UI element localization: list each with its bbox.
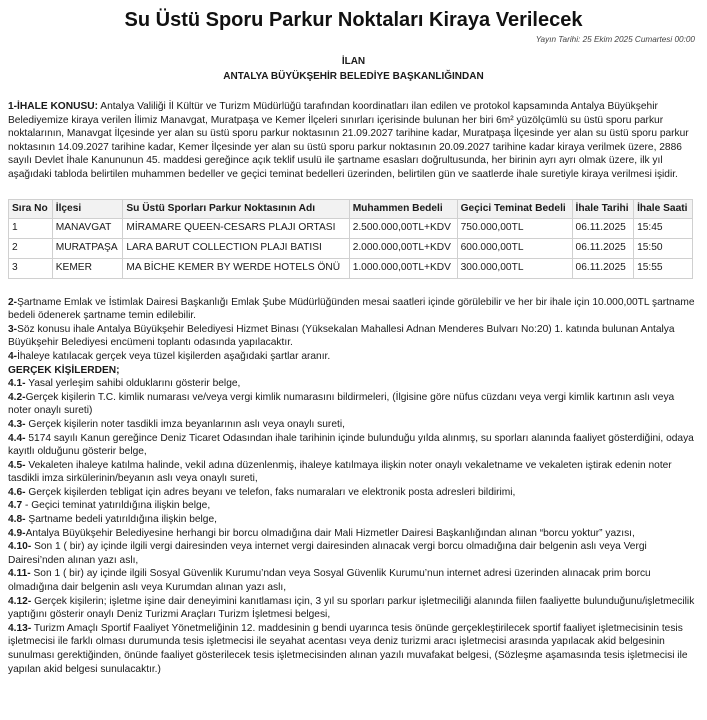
table-cell: MA BİCHE KEMER BY WERDE HOTELS ÖNÜ [123,258,349,278]
item-label: 4.7 [8,500,23,512]
paragraph-text: Şartname Emlak ve İstimlak Dairesi Başkanlığı Emlak Şube Müdürlüğünden mesai saatleri içinde görülebilir ve her bir ihale için 10.000,00TL şartname bedeli ödenerek şartname temin edilebilir. [8,296,695,322]
item-text: Gerçek kişilerin; işletme işine dair deneyimini kanıtlaması için, 3 yıl su sporları parkur işletmeciliği alanında fiilen faaliyette bulunduğunu/işletmecilik yaptığını gösterir onaylı Deniz Turizmi Araçları Turizm İşletmesi belgesi, [8,595,695,621]
item-label: 4.1- [8,378,26,390]
conditions-section [8,296,699,677]
table-cell: MURATPAŞA [52,238,123,258]
table-cell: 1 [9,218,53,238]
list-item [8,540,699,567]
item-label: 4.3- [8,418,26,430]
table-cell: 2.000.000,00TL+KDV [349,238,457,258]
item-text: Şartname bedeli yatırıldığına ilişkin belge, [25,514,217,526]
paragraph-label: 2- [8,296,18,308]
paragraph-text: Söz konusu ihale Antalya Büyükşehir Belediyesi Hizmet Binası (Yüksekalan Mahallesi Adnan Menderes Bulvarı No:20) 1. katında bulunan Antalya Büyükşehir Belediyesi encümeni toplantı odasında yapılacaktır. [8,323,675,349]
column-header: Geçici Teminat Bedeli [457,199,572,218]
table-header-row [9,199,693,218]
table-cell: 06.11.2025 [572,238,634,258]
list-item [8,622,699,676]
item-text: Antalya Büyükşehir Belediyesine herhangi bir borcu olmadığına dair Mali Hizmetler Dairesi Başkanlığından alınan “borcu yoktur” yazısı, [25,527,635,539]
item-label: 4.12- [8,595,32,607]
paragraph-ihale-yeri [8,323,699,350]
paragraph-ihale-konusu [8,100,699,182]
item-label: 4.8- [8,514,26,526]
list-item [8,391,699,418]
item-text: Gerçek kişilerden tebligat için adres beyanı ve telefon, faks numaraları ve elektronik posta adresleri bildirimi, [25,486,516,498]
paragraph-sartname [8,296,699,323]
item-label: 4.11- [8,568,31,580]
table-row [9,258,693,278]
paragraph-text: Antalya Valiliği İl Kültür ve Turizm Müdürlüğü tarafından koordinatları ilan edilen ve protokol kapsamında Antalya Büyükşehir Belediyemize kiraya verilen İlimiz Manavgat, Muratpaşa ve Kemer İlçeleri sınırları içerisinde bulunan her biri 6m² yüzölçümlü su üstü sporu parkur noktalarının, Manavgat İlçesinde yer alan su üstü sporu parkur noktasının 21.09.2027 tarihine kadar, Muratpaşa İlçesinde yer alan su üstü sporu parkur noktasının 14.09.2027 tarihine kadar, Kemer İlçesinde yer alan su üstü sporu parkur noktasının 20.09.2027 tarihine kadar kiraya verilmek üzere, 2886 sayılı Devlet İhale Kanununun 45. maddesi gereğince açık teklif usulü ile şartname esasları doğrultusunda, her birinin ayrı ayrı olmak üzere, ilk yıl aşağıdaki tabloda belirtilen muhammen bedeller ve geçici teminat bedelleri üzerinden, belirtilen gün ve saatlerde ihale suretiyle kiraya verilmesi işidir. [8,101,689,180]
paragraph-label: 4- [8,350,18,362]
table-cell: MANAVGAT [52,218,123,238]
item-text: Gerçek kişilerin T.C. kimlik numarası ve/veya vergi kimlik numarasını bildirmeleri, (İlgisine göre nüfus cüzdanı veya vergi kimlik kartının aslı veya noter onaylı sureti) [8,391,675,417]
list-item [8,595,699,622]
authority-heading: ANTALYA BÜYÜKŞEHİR BELEDİYE BAŞKANLIĞINDAN [223,71,484,82]
column-header: İhale Tarihi [572,199,634,218]
list-item [8,377,699,391]
table-cell: MİRAMARE QUEEN-CESARS PLAJI ORTASI [123,218,349,238]
table-cell: 2.500.000,00TL+KDV [349,218,457,238]
table-cell: 300.000,00TL [457,258,572,278]
list-item [8,499,699,513]
item-label: 4.2- [8,391,26,403]
table-cell: 06.11.2025 [572,218,634,238]
table-cell: 600.000,00TL [457,238,572,258]
item-label: 4.5- [8,459,26,471]
table-cell: 3 [9,258,53,278]
item-text: Son 1 ( bir) ay içinde ilgili Sosyal Güvenlik Kurumu’ndan veya Sosyal Güvenlik Kurumu’nun internet adresi üzerinden alınacak prim borcu olmadığına dair belgenin aslı veya Kurumdan alınan yazı aslı, [8,568,651,594]
list-item [8,486,699,500]
item-text: - Geçici teminat yatırıldığına ilişkin belge, [22,500,211,512]
item-text: Yasal yerleşim sahibi olduklarını gösterir belge, [25,378,241,390]
column-header: İhale Saati [634,199,693,218]
column-header: Sıra No [9,199,53,218]
list-item [8,527,699,541]
list-item [8,567,699,594]
table-cell: 06.11.2025 [572,258,634,278]
list-item [8,418,699,432]
table-cell: 1.000.000,00TL+KDV [349,258,457,278]
table-cell: 15:55 [634,258,693,278]
table-cell: LARA BARUT COLLECTION PLAJI BATISI [123,238,349,258]
item-text: Vekaleten ihaleye katılma halinde, vekil adına düzenlenmiş, ihaleye katılmaya ilişkin noter onaylı vekaletname ve vekaleten iştirak edenin noter tasdikli imza sirkülerinin/beyanın aslı veya onaylı sureti, [8,459,672,485]
table-cell: 750.000,00TL [457,218,572,238]
item-text: Gerçek kişilerin noter tasdikli imza beyanlarının aslı veya onaylı sureti, [25,418,345,430]
table-cell: KEMER [52,258,123,278]
paragraph-label: 3- [8,323,18,335]
column-header: Muhammen Bedeli [349,199,457,218]
item-text: Turizm Amaçlı Sportif Faaliyet Yönetmeliğinin 12. maddesinin g bendi uyarınca tesis önünde gerçekleştirilecek sportif faaliyet işletmecisinin tesis işletmecisi ile farklı olması durumunda tesis işletmecisi ile seyahat acentası veya deniz turizmi aracı işletmecisi arasında yapılacak akid belgesinin sunulması gerektiğinden, önünde faaliyet gösterilecek tesis işletmecisinden alınan yazılı muvafakat belgesi, (Sözleşme aşamasında tesis işletmecisi ile yapılan akid belgesi sunulacaktır.) [8,622,688,675]
paragraph-text: İhaleye katılacak gerçek veya tüzel kişilerden aşağıdaki şartlar aranır. [17,350,331,362]
table-row [9,218,693,238]
ilan-heading: İLAN [341,56,366,67]
paragraph-sartlar [8,350,699,364]
item-label: 4.4- [8,432,26,444]
item-label: 4.6- [8,486,26,498]
list-item [8,513,699,527]
publish-date: Yayın Tarihi: 25 Ekim 2025 Cumartesi 00:00 [535,35,695,44]
tender-table [8,199,693,279]
list-item [8,459,699,486]
item-text: Son 1 ( bir) ay içinde ilgili vergi dairesinden veya internet vergi dairesinden alınacak vergi borcu olmadığına dair belgenin aslı veya Vergi Dairesi’nden alınan yazı aslı, [8,541,647,566]
item-label: 4.10- [8,541,32,553]
column-header: Su Üstü Sporları Parkur Noktasının Adı [123,199,349,218]
page-title: Su Üstü Sporu Parkur Noktaları Kiraya Verilecek [124,9,583,31]
table-cell: 15:45 [634,218,693,238]
table-cell: 15:50 [634,238,693,258]
list-item [8,432,699,459]
column-header: İlçesi [52,199,123,218]
item-label: 4.13- [8,622,32,634]
paragraph-label: 1-İHALE KONUSU: [8,101,98,112]
item-label: 4.9- [8,527,26,539]
table-cell: 2 [9,238,53,258]
item-text: 5174 sayılı Kanun gereğince Deniz Ticaret Odasından ihale tarihinin içinde bulunduğu yılda alınmış, su sporları alanında faaliyet gösterdiğini, odaya kayıtlı olduğunu gösterir belge, [8,432,694,458]
table-row [9,238,693,258]
gercek-kisiler-heading: GERÇEK KİŞİLERDEN; [8,364,120,376]
